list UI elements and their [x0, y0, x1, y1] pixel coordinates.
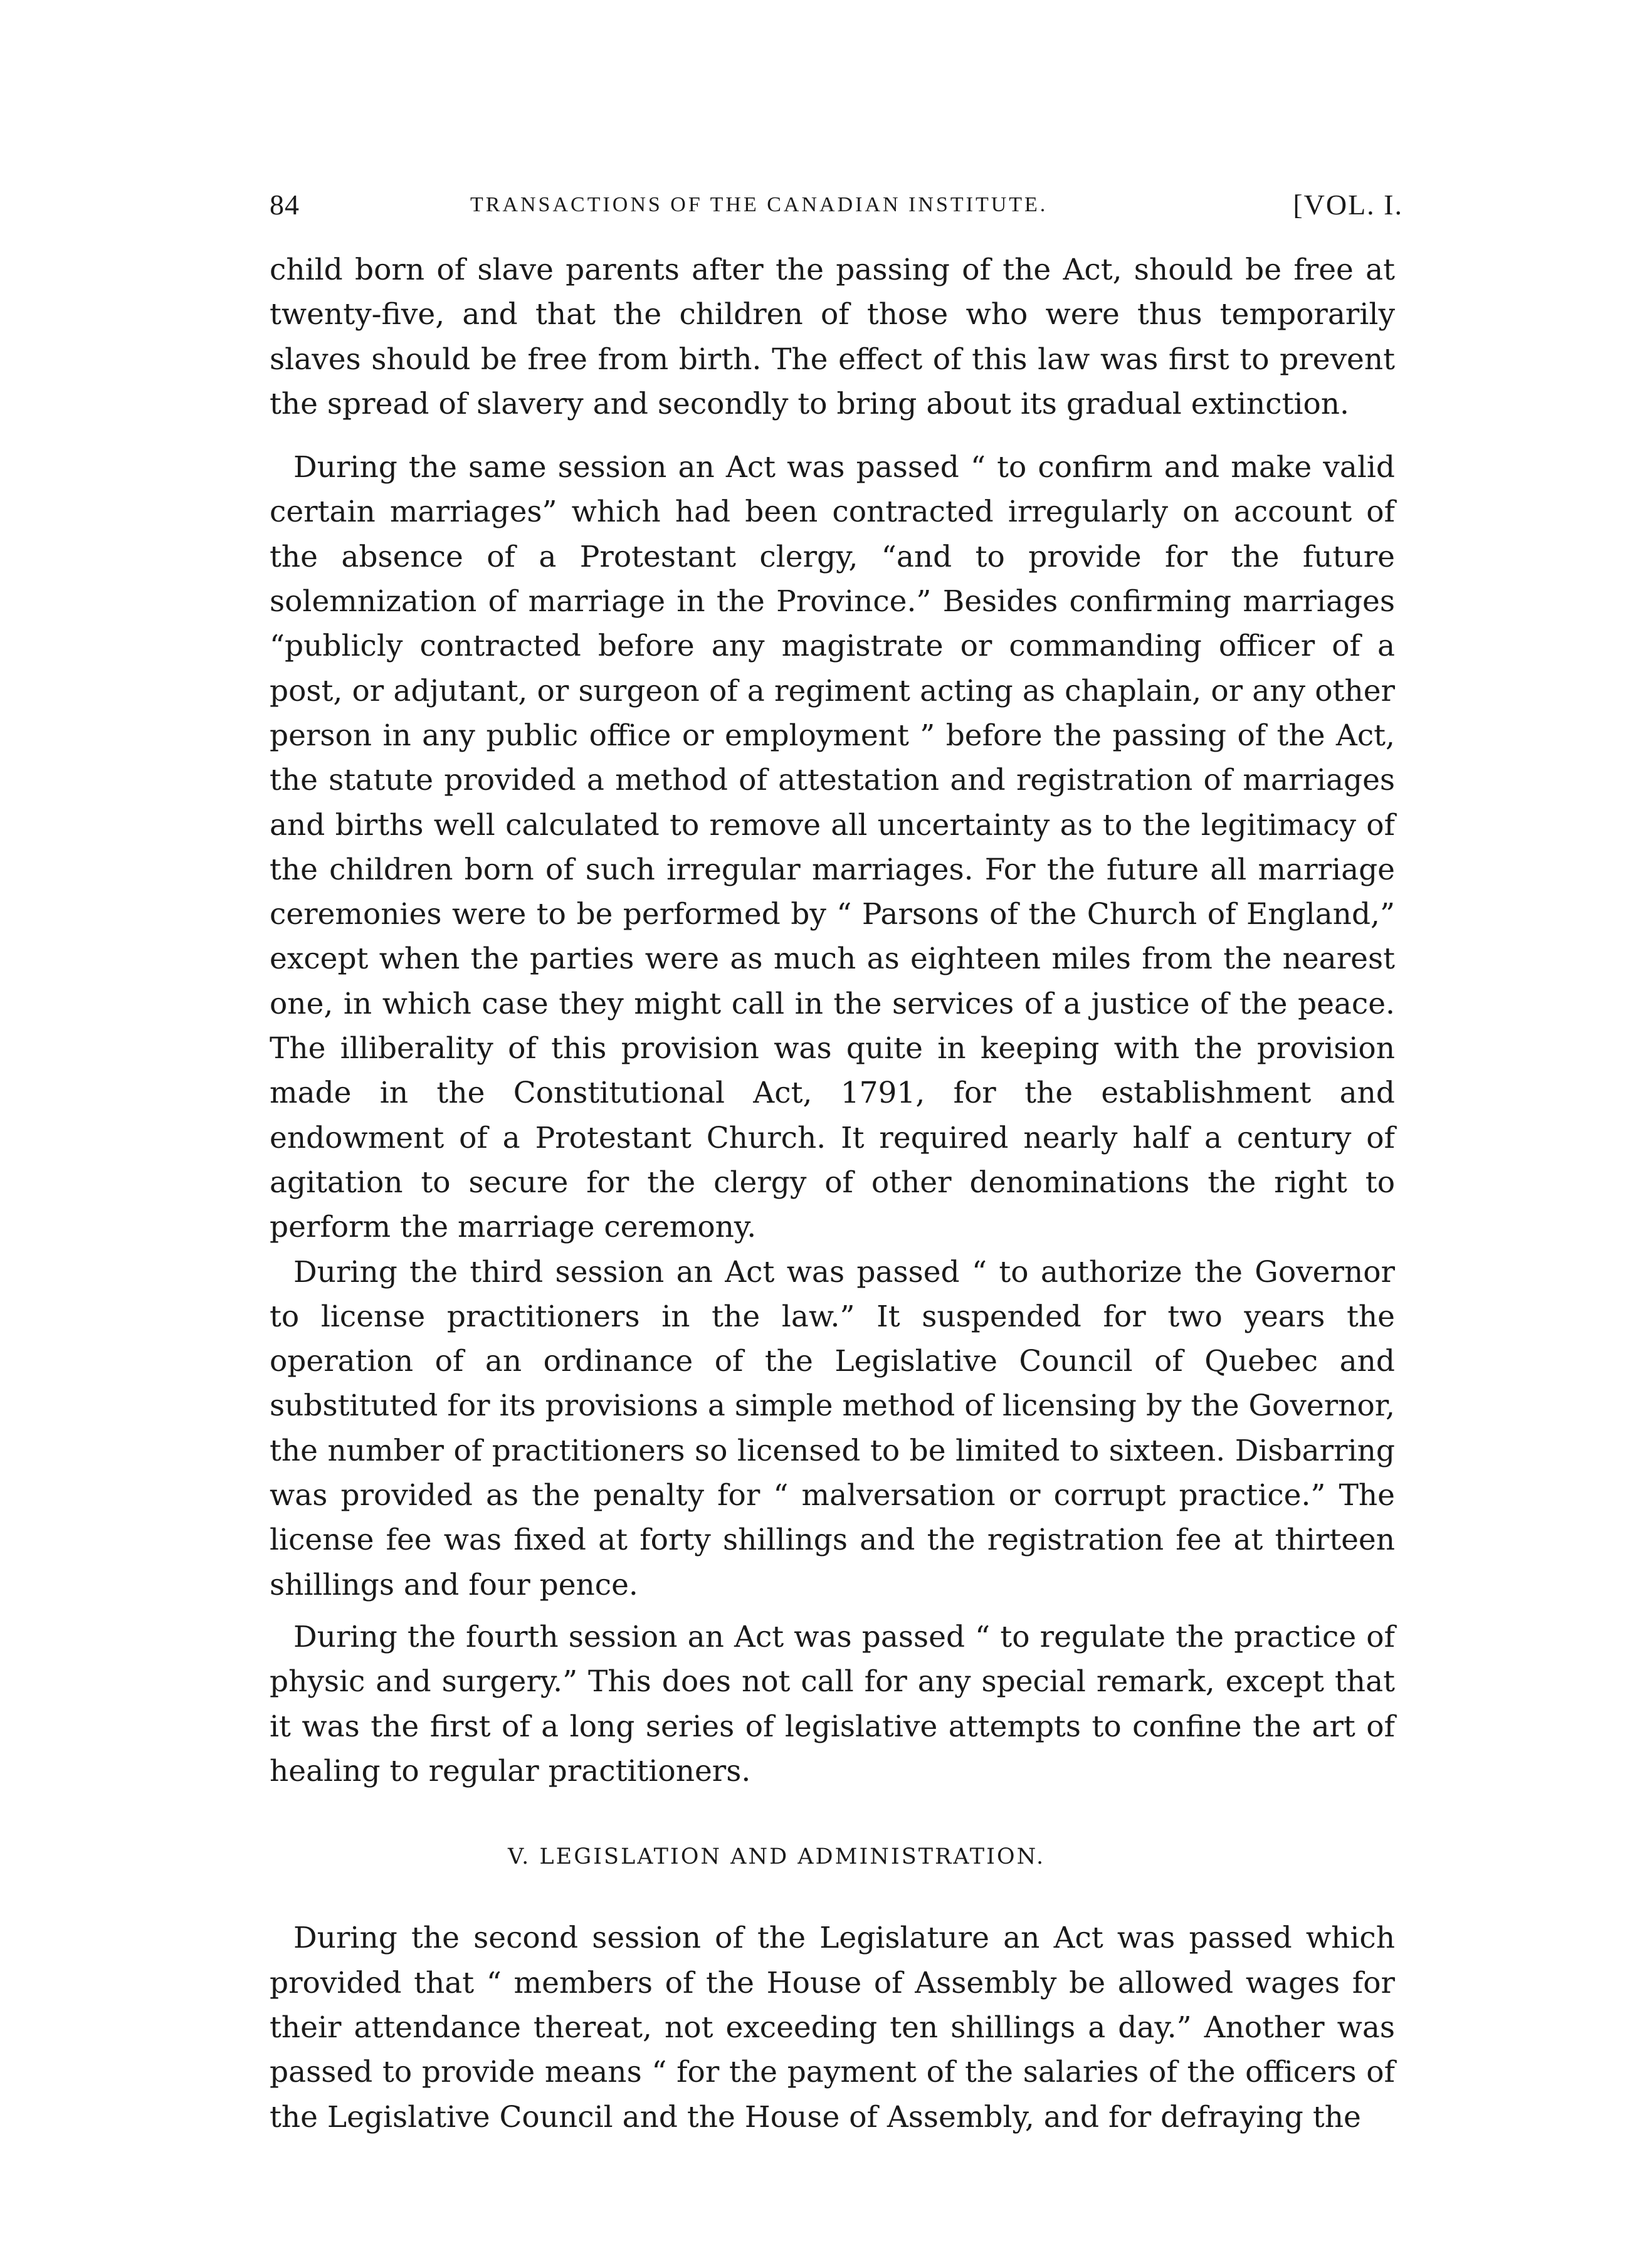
running-header — [270, 188, 1403, 226]
paragraph-continuation: child born of slave parents after the passing of the Act, should be free at twenty-five, and that the children of those who were thus temporarily slaves should be free from birth. The effect of this law was first to prevent the spread of slavery and secondly to bring about its gradual extinction. — [270, 253, 1395, 421]
body-text — [270, 248, 1395, 2139]
paragraph-law-practitioners: During the third session an Act was passed “ to authorize the Governor to license practitioners in the law.” It suspended for two years the operation of an ordinance of the Legislative Council of Quebec and substituted for its provisions a simple method of licensing by the Governor, the number of practitioners so licensed to be limited to sixteen. Disbarring was provided as the penalty for “ malversation or corrupt practice.” The license fee was fixed at forty shillings and the registration fee at thirteen shillings and four pence. — [270, 1254, 1395, 1602]
volume-label: [VOL. I. — [1293, 189, 1403, 221]
paragraph-physic-surgery: During the fourth session an Act was passed “ to regulate the practice of physic and surgery.” This does not call for any special remark, except that it was the first of a long series of legislative attempts to confine the art of healing to regular practitioners. — [270, 1619, 1395, 1788]
paragraph-marriages-act: During the same session an Act was passed “ to confirm and make valid certain marriages” which had been contracted irregularly on account of the absence of a Protestant clergy, “and to provide for the future solemnization of marriage in the Province.” Besides confirming marriages “publicly contracted before any magistrate or commanding officer of a post, or adjutant, or surgeon of a regiment acting as chaplain, or any other person in any public office or employment ” before the passing of the Act, the statute provided a method of attestation and registration of marriages and births well calculated to remove all uncertainty as to the legitimacy of the children born of such irregular marriages. For the future all marriage ceremonies were to be performed by “ Parsons of the Church of England,” except when the parties were as much as eighteen miles from the nearest one, in which case they might call in the services of a justice of the peace. The illiberality of this provision was quite in keeping with the provision made in the Constitutional Act, 1791, for the establishment and endowment of a Protestant Church. It required nearly half a century of agitation to secure for the clergy of other denominations the right to perform the marriage ceremony. — [270, 450, 1395, 1245]
running-title: TRANSACTIONS OF THE CANADIAN INSTITUTE. — [470, 193, 1048, 216]
paragraph-legislation: During the second session of the Legislature an Act was passed which provided that “ members of the House of Assembly be allowed wages for their attendance thereat, not exceeding ten shillings a day.” Another was passed to provide means “ for the payment of the salaries of the officers of the Legislative Council and the House of Assembly, and for defraying the — [270, 1921, 1395, 2134]
page-number: 84 — [270, 189, 300, 221]
section-heading: V. LEGISLATION AND ADMINISTRATION. — [508, 1844, 1046, 1870]
